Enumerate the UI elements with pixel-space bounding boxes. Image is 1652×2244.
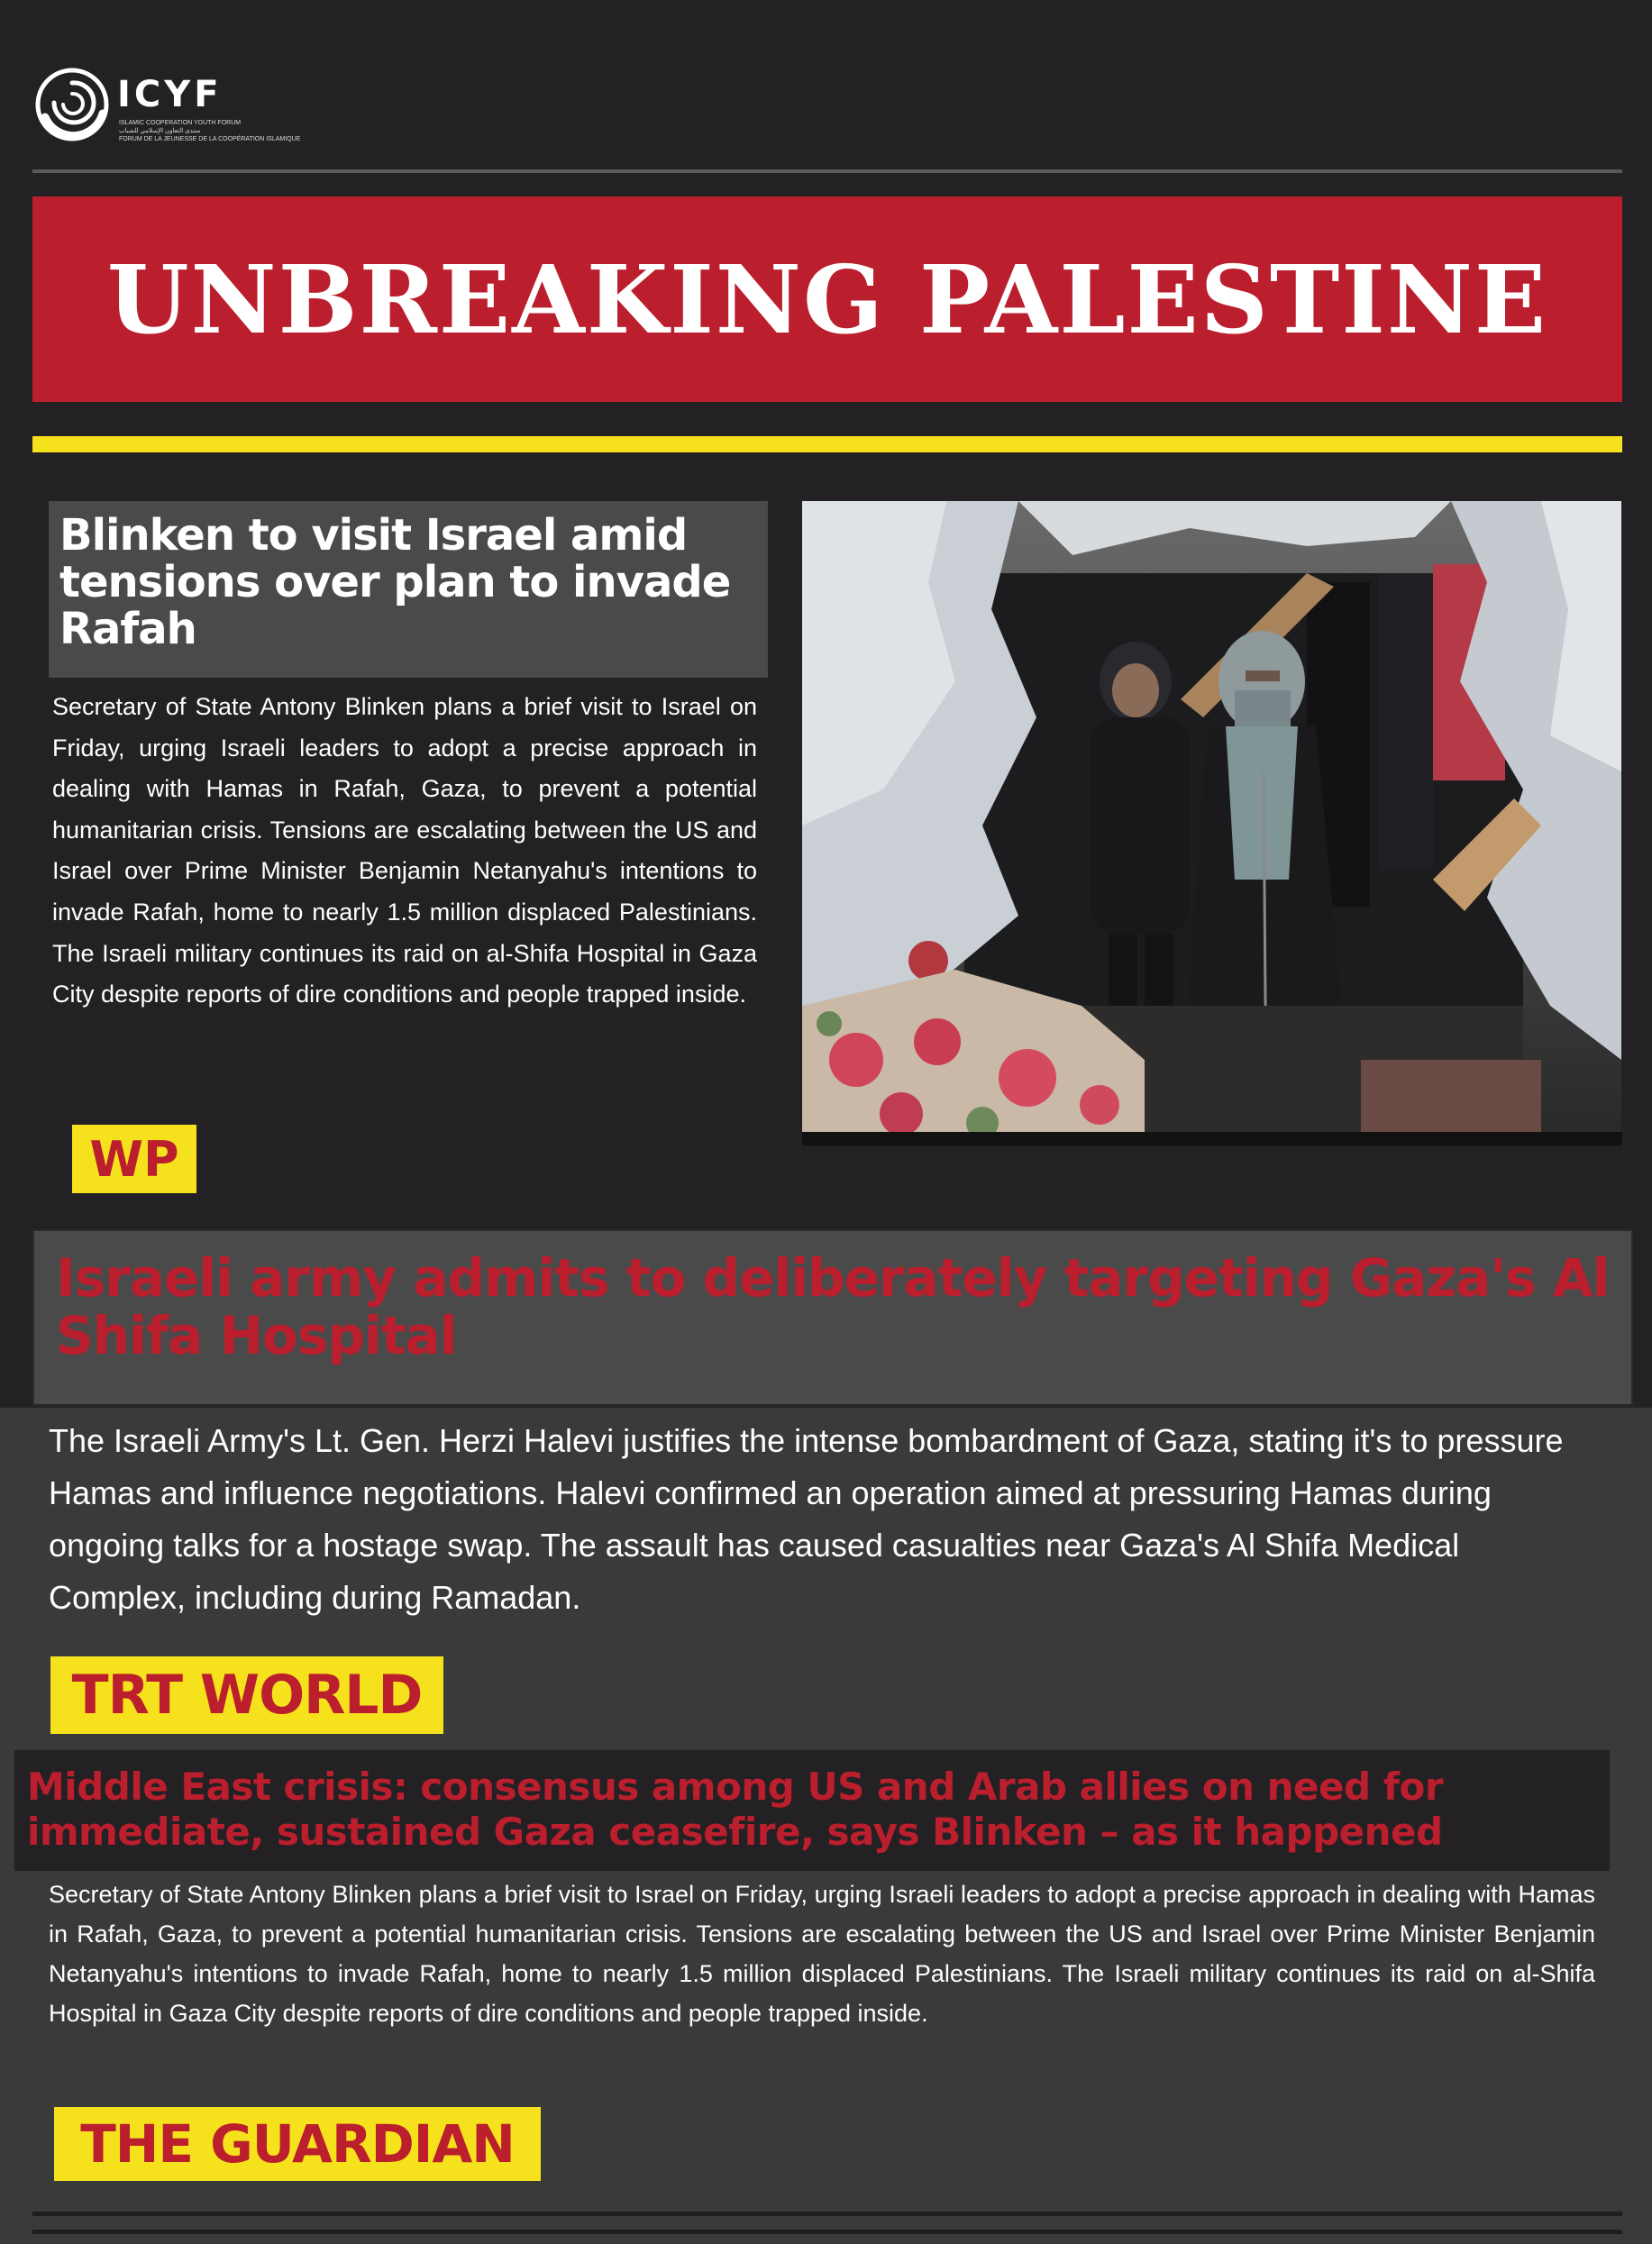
article2-headline-box [32, 1229, 1633, 1406]
article3-headline [27, 1765, 1610, 1855]
icyf-logo [31, 63, 301, 153]
article3-headline-line2: immediate, sustained Gaza ceasefire, says Blinken – as it happened [27, 1810, 1443, 1854]
top-divider [32, 169, 1622, 173]
article2-body: The Israeli Army's Lt. Gen. Herzi Halevi justifies the intense bombardment of Gaza, stating it's to pressure Hamas and influence negotiations. Halevi confirmed an operation aimed at pressuring Hamas during ongoing talks for a hostage swap. The assault has caused casualties near Gaza's Al Shifa Medical Complex, including during Ramadan. [49, 1422, 1564, 1616]
article1-headline-box [49, 501, 768, 678]
yellow-divider [32, 436, 1622, 452]
logo-subtitle-ar: منتدى التعاون الإسلامي للشباب [119, 128, 201, 134]
logo-subtitle-fr: FORUM DE LA JEUNESSE DE LA COOPÉRATION ISLAMIQUE [119, 136, 301, 142]
article3-body: Secretary of State Antony Blinken plans a brief visit to Israel on Friday, urging Israeli leaders to adopt a precise approach in dealing with Hamas in Rafah, Gaza, to prevent a potential humanitarian crisis. Tensions are escalating between the US and Israel over Prime Minister Benjamin Netanyahu's intentions to invade Rafah, home to nearly 1.5 million displaced Palestinians. The Israeli military continues its raid on al-Shifa Hospital in Gaza City despite reports of dire conditions and people trapped inside. [49, 1881, 1595, 2027]
photo-shadow [802, 1132, 1622, 1145]
logo-name: ICYF [117, 74, 223, 115]
logo-swirl-icon [31, 63, 121, 153]
photo-illustration [802, 501, 1621, 1132]
article3-source-badge: THE GUARDIAN [54, 2107, 541, 2181]
title-banner [32, 196, 1622, 402]
poster-title: UNBREAKING PALESTINE [106, 243, 1548, 355]
article3-headline-box [14, 1750, 1610, 1871]
bottom-divider-1 [32, 2212, 1622, 2216]
gaza-tent-photo [802, 501, 1621, 1132]
logo-subtitle-en: ISLAMIC COOPERATION YOUTH FORUM [119, 120, 242, 126]
logo-subtitle [119, 119, 301, 143]
article3-headline-line1: Middle East crisis: consensus among US and Arab allies on need for [27, 1765, 1444, 1809]
article2-headline: Israeli army admits to deliberately targeting Gaza's Al Shifa Hospital [56, 1247, 1610, 1366]
article1-source-badge: WP [72, 1125, 196, 1193]
article2-source-badge: TRT WORLD [50, 1656, 443, 1734]
article1-headline: Blinken to visit Israel amid tensions over plan to invade Rafah [59, 510, 731, 654]
article1-body: Secretary of State Antony Blinken plans a brief visit to Israel on Friday, urging Israeli leaders to adopt a precise approach in dealing with Hamas in Rafah, Gaza, to prevent a potential humanitarian crisis. Tensions are escalating between the US and Israel over Prime Minister Benjamin Netanyahu's intentions to invade Rafah, home to nearly 1.5 million displaced Palestinians. The Israeli military continues its raid on al-Shifa Hospital in Gaza City despite reports of dire conditions and people trapped inside. [52, 693, 757, 1008]
bottom-divider-2 [32, 2230, 1622, 2234]
